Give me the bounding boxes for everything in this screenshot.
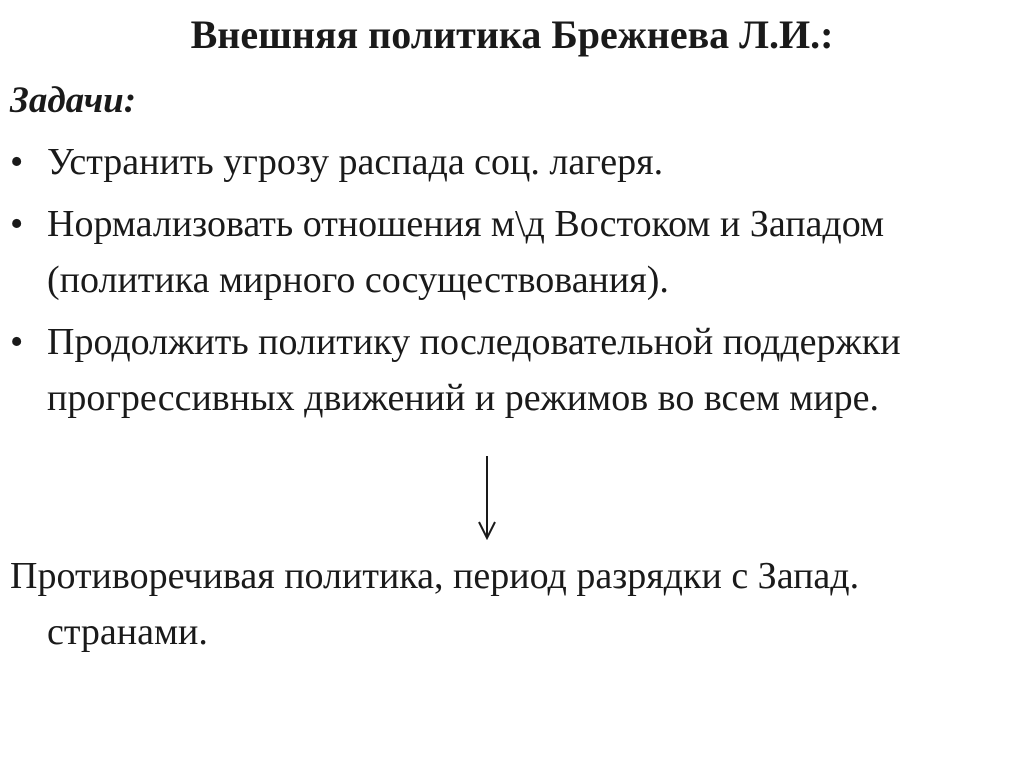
bullet-icon: • <box>10 321 24 363</box>
task-text: Продолжить политику последовательной поддержки прогрессивных движений и режимов во всем мире. <box>47 321 901 419</box>
tasks-heading: Задачи: <box>10 80 137 121</box>
list-item <box>10 134 1010 190</box>
bullet-icon: • <box>10 203 24 245</box>
task-text: Устранить угрозу распада соц. лагеря. <box>47 141 664 183</box>
list-item <box>10 314 1010 426</box>
conclusion-text <box>10 548 1010 660</box>
conclusion-line-1: Противоречивая политика, период разрядки с Запад. <box>10 555 860 597</box>
list-item <box>10 196 1010 308</box>
tasks-list <box>10 134 1010 432</box>
arrow-down-icon <box>472 456 502 540</box>
conclusion-line-2: странами. <box>47 611 208 653</box>
task-text: Нормализовать отношения м\д Востоком и Западом (политика мирного сосуществования). <box>47 203 885 301</box>
page-title: Внешняя политика Брежнева Л.И.: <box>190 12 834 57</box>
bullet-icon: • <box>10 141 24 183</box>
